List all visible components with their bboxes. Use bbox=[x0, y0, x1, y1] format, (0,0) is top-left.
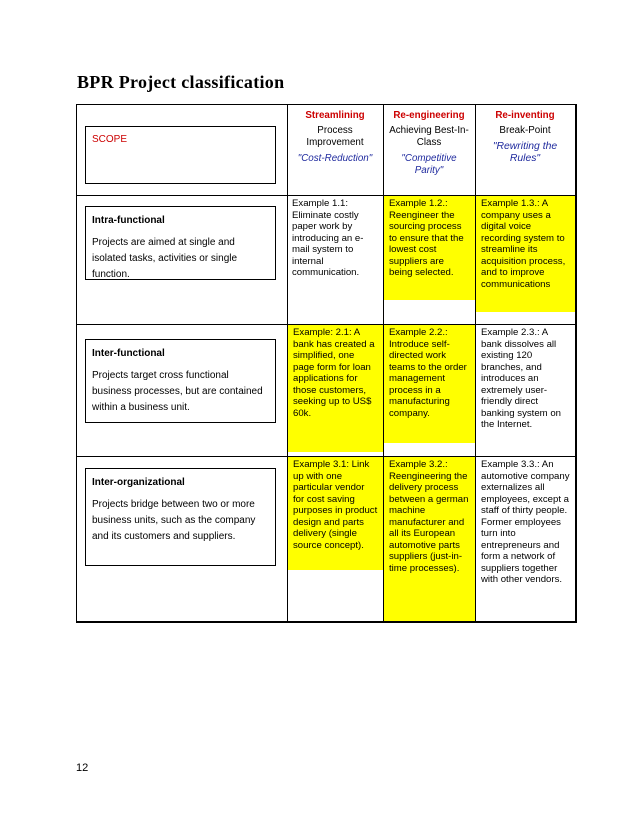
scope-heading: Inter-organizational bbox=[92, 477, 185, 488]
example-cell bbox=[384, 196, 475, 300]
column-quote: "Competitive Parity" bbox=[401, 153, 457, 176]
scope-box bbox=[85, 126, 276, 184]
grid-line bbox=[383, 104, 384, 623]
grid-line bbox=[475, 104, 476, 623]
grid-line bbox=[76, 456, 577, 457]
example-cell bbox=[384, 457, 475, 621]
example-cell bbox=[476, 196, 575, 312]
grid-line bbox=[76, 195, 577, 196]
example-cell bbox=[287, 196, 383, 323]
scope-inter-functional bbox=[85, 339, 276, 423]
column-quote: "Rewriting the Rules" bbox=[492, 141, 558, 164]
column-subtitle: Achieving Best-In-Class bbox=[389, 125, 469, 148]
example-text: Example 2.3.: A bank dissolves all existing 120 branches, and introduces an extremely user-friendly direct banking system on the Internet. bbox=[481, 327, 561, 430]
example-text: Example 1.1: Eliminate costly paper work by introducing an e-mail system to internal communication. bbox=[292, 198, 364, 278]
example-text: Example 2.2.: Introduce self-directed work teams to the order management process in a manufacturing company. bbox=[389, 327, 467, 419]
page-title: BPR Project classification bbox=[77, 72, 285, 92]
example-text: Example 3.1: Link up with one particular vendor for cost saving purposes in product design and parts delivery (single source concept). bbox=[293, 459, 378, 551]
scope-description: Projects are aimed at single and isolated tasks, activities or single function. bbox=[92, 237, 238, 280]
scope-heading: Inter-functional bbox=[92, 348, 165, 359]
scope-inter-organizational bbox=[85, 468, 276, 566]
example-cell bbox=[288, 325, 383, 452]
scope-heading: Intra-functional bbox=[92, 215, 165, 226]
scope-description: Projects bridge between two or more business units, such as the company and its customers and suppliers. bbox=[92, 499, 256, 542]
column-subtitle: Process Improvement bbox=[306, 125, 364, 148]
example-cell bbox=[476, 325, 575, 452]
scope-intra-functional bbox=[85, 206, 276, 280]
example-text: Example 3.3.: An automotive company externalizes all employees, except a staff of thirty people. Former employees turn into entrepreneurs and form a network of suppliers together with other vendors. bbox=[481, 459, 570, 585]
grid-line bbox=[287, 104, 288, 623]
example-text: Example 3.2.: Reengineering the delivery process between a german machine manufacturer and all its European automotive parts suppliers (just-in-time processes). bbox=[389, 459, 469, 574]
example-text: Example 1.2.: Reengineer the sourcing process to ensure that the lowest cost suppliers are being selected. bbox=[389, 198, 464, 278]
column-header-reinventing bbox=[475, 105, 575, 195]
example-cell bbox=[384, 325, 475, 443]
column-header-reengineering bbox=[383, 105, 475, 195]
column-title: Streamlining bbox=[305, 110, 365, 121]
column-subtitle: Break-Point bbox=[499, 125, 551, 136]
scope-label: SCOPE bbox=[92, 134, 128, 145]
column-title: Re-inventing bbox=[495, 110, 555, 121]
example-cell bbox=[288, 457, 383, 570]
column-title: Re-engineering bbox=[393, 110, 465, 121]
scope-description: Projects target cross functional business processes, but are contained within a business unit. bbox=[92, 370, 263, 413]
example-cell bbox=[476, 457, 575, 621]
grid-line bbox=[76, 324, 577, 325]
column-quote: "Cost-Reduction" bbox=[297, 153, 373, 164]
column-header-streamlining bbox=[287, 105, 383, 195]
example-text: Example: 2.1: A bank has created a simplified, one page form for loan applications for those customers, seeking up to US$ 60k. bbox=[293, 327, 375, 419]
page-number: 12 bbox=[76, 762, 89, 774]
example-text: Example 1.3.: A company uses a digital voice recording system to streamline its acquisition process, and to improve communications bbox=[481, 198, 566, 290]
